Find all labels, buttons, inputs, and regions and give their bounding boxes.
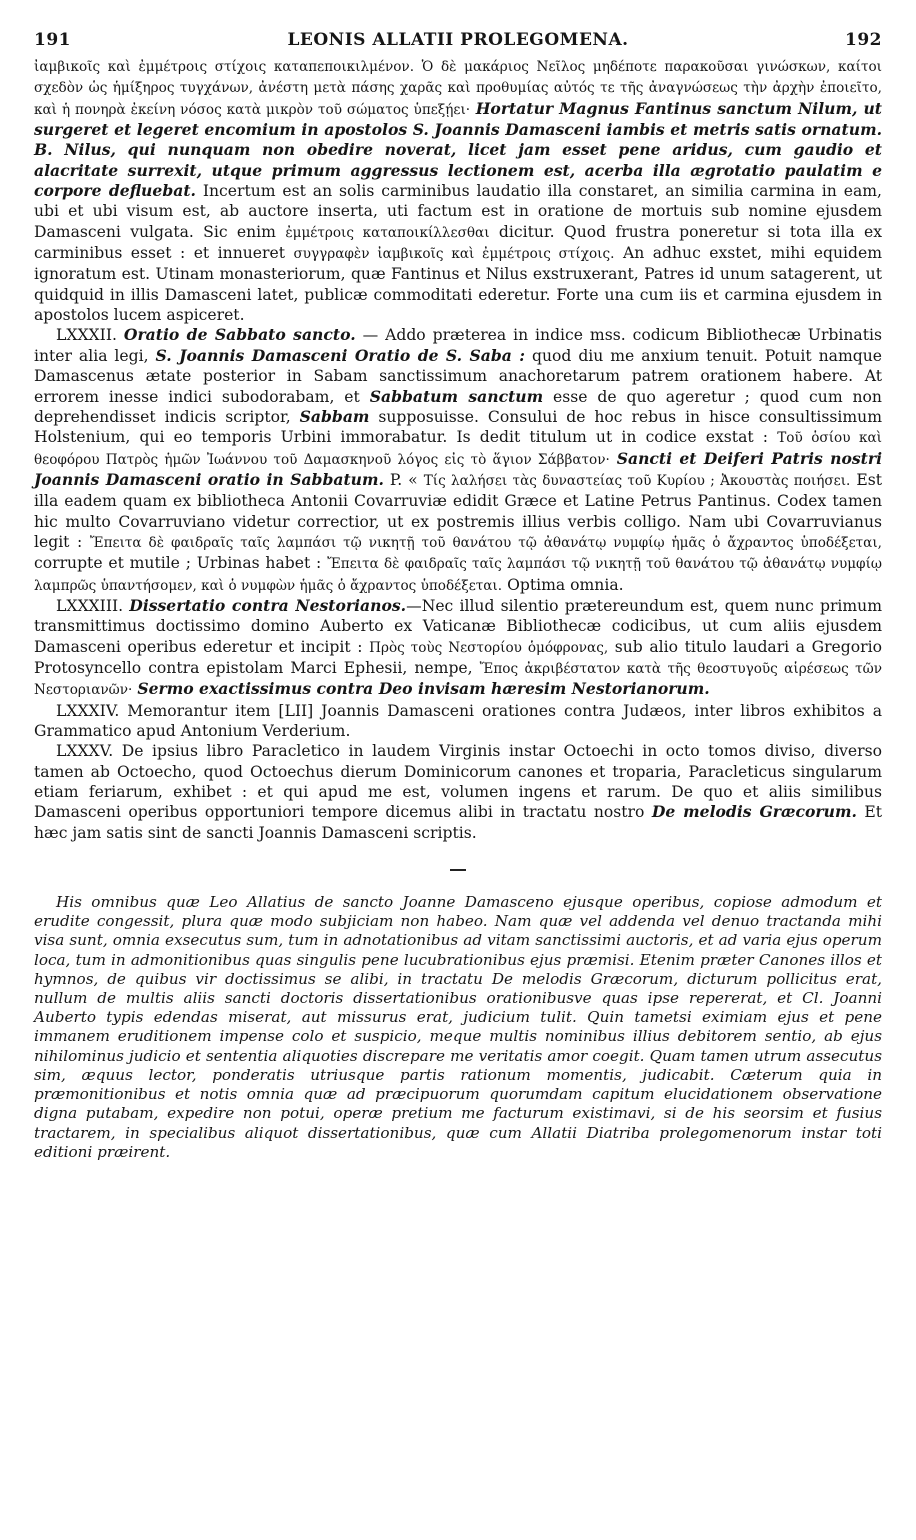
latin-translation: Sancti et Deiferi Patris nostri Joannis Damasceni oratio in Sabbatum. — [34, 448, 882, 489]
italic-text: Sabbatum sanctum — [369, 386, 544, 406]
greek-quote: Ἔπειτα δὲ φαιδραῖς ταῖς λαμπάσι τῷ νικητῇ τοῦ θανάτου τῷ ἀθανάτῳ νυμφίῳ ἡμᾶς ὁ ἄχραντος ὑποδέξεται, — [89, 534, 882, 551]
section-lxxxv — [34, 741, 882, 843]
body-text: P. « — [389, 470, 418, 489]
section-title: Oratio de Sabbato sancto. — [123, 325, 356, 345]
section-lxxxii — [34, 325, 882, 595]
body-text: Memorantur item [LII] Joannis Damasceni orationes contra Judæos, inter libros exhibitos a Grammatico apud Antonium Verderium. — [34, 701, 882, 740]
main-text — [34, 56, 882, 843]
section-title: Dissertatio contra Nestorianos. — [129, 595, 407, 615]
document-page — [34, 30, 882, 1162]
greek-quote: ἐμμέτροις καταποικίλλεσθαι — [285, 224, 490, 241]
section-lxxxiv — [34, 701, 882, 742]
running-header — [34, 30, 882, 56]
body-text: — Addo præterea in indice mss. codicum Bibliothecæ Urbinatis inter alia legi, — [34, 326, 882, 365]
section-lxxxiii — [34, 596, 882, 701]
greek-quote: συγγραφὲν ἰαμβικοῖς καὶ ἐμμέτροις στίχοις. — [293, 246, 615, 263]
greek-quote: Τοῦ ὁσίου καὶ θεοφόρου Πατρὸς ἡμῶν Ἰωάννου τοῦ Δαμασκηνοῦ λόγος εἰς τὸ ἅγιον Σάββατον· — [34, 430, 882, 468]
greek-quote: Ἔπειτα δὲ φαιδραῖς ταῖς λαμπάσι τῷ νικητῇ τοῦ θανάτου τῷ ἀθανάτῳ νυμφίῳ λαμπρῶς ὑπαντήσομεν, καὶ ὁ νυμφὼν ἡμᾶς ὁ ἄχραντος ὑποδέξεται. — [34, 556, 882, 594]
body-text: De ipsius libro Paracletico in laudem Virginis instar Octoechi in octo tomos diviso, diverso tamen ab Octoecho, quod Octoechus dierum Dominicorum canones et troparia, Paracleticus singularum etiam feriarum, exhibet : et qui apud me est, volumen ingens et rarum. De quo et aliis similibus Damasceni operibus opportuniori tempore dicemus alibi in tractatu nostro — [34, 742, 882, 822]
page-number-left: 191 — [34, 30, 71, 50]
body-text: Est illa eadem quam ex bibliotheca Antonii Covarruviæ edidit Græce et Latine Petrus Pantinus. Codex tamen hic multo Covarruviano videtur correctior, ut ex postremis illius verbis colligo. Nam ubi Covarruvianus legit : — [34, 470, 882, 551]
body-text: quod diu me anxium tenuit. Potuit namque Damascenus ætate posterior in Sabam sanctissimum anachoretarum patrem orationem habere. At errorem inesse indici subodorabam, et — [34, 346, 882, 406]
body-text: An adhuc exstet, mihi equidem ignoratum est. Utinam monasteriorum, quæ Fantinus et Nilus exstruxerant, Patres id unum satagerent, ut quidquid in illis Damasceni latet, publicæ commoditati ederetur. Forte una cum iis et carmina ejusdem in apostolos lucem aspiceret. — [34, 244, 883, 325]
body-text: esse de quo ageretur ; quod cum non deprehendisset indicis scriptor, — [34, 387, 882, 426]
body-text: Optima omnia. — [507, 575, 624, 594]
running-title: LEONIS ALLATII PROLEGOMENA. — [287, 30, 629, 50]
body-text: corrupte et mutile ; Urbinas habet : — [34, 554, 322, 573]
body-text: sub alio titulo laudari a Gregorio Protosyncello contra epistolam Marci Ephesii, nempe, — [34, 637, 882, 677]
page-number-right: 192 — [845, 30, 882, 50]
body-text: dicitur. Quod frustra poneretur si tota illa ex carminibus esset : et innueret — [34, 222, 882, 263]
italic-text: Sabbam — [299, 406, 370, 426]
body-text: Et hæc jam satis sint de sancti Joannis Damasceni scriptis. — [34, 803, 882, 842]
section-number: LXXXV. — [56, 742, 114, 761]
section-number: LXXXII. — [56, 326, 117, 345]
section-number: LXXXIV. — [56, 701, 120, 720]
intro-paragraph — [34, 56, 882, 325]
section-number: LXXXIII. — [56, 596, 124, 615]
body-text: —Nec illud silentio prætereundum est, quem nunc primum transmittimus doctissimo domino Auberto ex Vaticanæ Bibliothecæ codicibus, ut cum aliis ejusdem Damasceni operibus ederetur et incipit : — [34, 596, 882, 656]
latin-translation: Hortatur Magnus Fantinus sanctum Nilum, ut surgeret et legeret encomium in apostolos S. Joannis Damasceni iambis et metris satis ornatum. B. Nilus, qui nunquam non obedire noverat, licet jam esset pene aridus, cum gaudio et alacritate surrexit, utque primum aggressus lectionem est, acerba illa ægrotatio paulatim e corpore defluebat. — [34, 98, 882, 201]
body-text: supposuisse. Consului de hoc rebus in hisce consultissimum Holstenium, qui eo temporis Urbini immorabatur. Is dedit titulum ut in codice exstat : — [34, 407, 882, 447]
editor-supplement: His omnibus quæ Leo Allatius de sancto Joanne Damasceno ejusque operibus, copiose admodum et erudite congessit, plura quæ modo subjiciam non habeo. Nam quæ vel addenda vel denuo tractanda mihi visa sunt, omnia exsecutus sum, tum in adnotationibus ad vitam sanctissimi auctoris, et ad varia ejus operum loca, tum in admonitionibus quas singulis pene lucubrationibus ejus præmisi. Etenim præter Canones illos et hymnos, de quibus vir doctissimus se alibi, in tractatu De melodis Græcorum, dicturum pollicitus erat, nullum de multis aliis sancti doctoris dissertationibus orationibusve quas ipse repererat, et Cl. Joanni Auberto typis edendas miserat, aut missurus erat, judicium tulit. Quin tametsi eximiam ejus et pene immanem eruditionem impense colo et suspicio, meque multis nominibus illius debitorem sentio, ab ejus nihilominus judicio et sententia aliquoties discrepare me veritatis amor coegit. Quam tamen utrum assecutus sim, æquus lector, ponderatis utriusque partis rationum momentis, judicabit. Cæterum quia in præmonitionibus et notis omnia quæ ad præcipuorum quorumdam capitum elucidationem observatione digna putabam, expedire non potui, operæ pretium me facturum existimavi, si de his seorsim et fusius tractarem, in specialibus aliquot dissertationibus, quæ cum Allatii Diatriba prolegomenorum instar toti editioni præirent. — [34, 893, 882, 1161]
greek-quote: Πρὸς τοὺς Νεστορίου ὁμόφρονας, — [369, 639, 609, 656]
latin-translation: Sermo exactissimus contra Deo invisam hæresim Nestorianorum. — [137, 679, 710, 699]
section-divider — [450, 869, 466, 871]
greek-quote: Ἔπος ἀκριβέστατον κατὰ τῆς θεοστυγοῦς αἱρέσεως τῶν Νεστοριανῶν· — [34, 660, 882, 699]
greek-quote: ἰαμβικοῖς καὶ ἐμμέτροις στίχοις καταπεποικιλμένον. Ὁ δὲ μακάριος Νεῖλος μηδέποτε παρακοῦσαι γινώσκων, καίτοι σχεδὸν ὡς ἡμίξηρος τυγχάνων, ἀνέστη μετὰ πάσης χαρᾶς καὶ προθυμίας αὐτός τε τῆς ἀναγνώσεως τὴν ἀρχὴν ἐποιεῖτο, καὶ ἡ πονηρὰ ἐκείνη νόσος κατὰ μικρὸν τοῦ σώματος ὑπεξῄει· — [34, 59, 882, 118]
italic-text: S. Joannis Damasceni Oratio de S. Saba : — [155, 345, 526, 365]
greek-quote: Τίς λαλήσει τὰς δυναστείας τοῦ Κυρίου ; Ἀκουστὰς ποιήσει. — [423, 472, 851, 489]
body-text: Incertum est an solis carminibus laudatio illa constaret, an similia carmina in eam, ubi et ubi visum est, ab auctore inserta, uti factum est in oratione de mortuis sub nomine ejusdem Damasceni vulgata. Sic enim — [34, 182, 882, 241]
italic-text: De melodis Græcorum. — [651, 802, 857, 822]
